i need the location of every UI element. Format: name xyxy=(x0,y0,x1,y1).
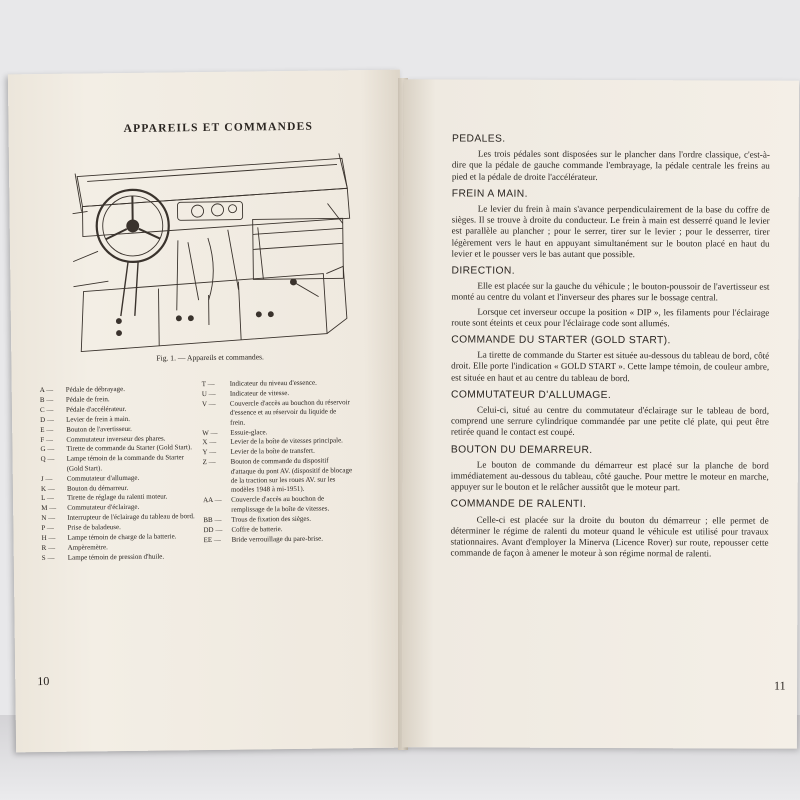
legend-key: E — xyxy=(40,425,54,434)
page-number-right: 11 xyxy=(774,678,786,693)
legend-key: BB — xyxy=(203,515,222,524)
legend-text: Tirette de commande du Starter (Gold Start). xyxy=(66,443,193,454)
right-page-text xyxy=(450,127,770,563)
legend-text: Indicateur du niveau d'essence. xyxy=(229,378,317,388)
section-paragraph: La tirette de commande du Starter est située au-dessous du tableau de bord, côté droit. Elle porte l'indication « GOLD START ». Cette lampe témoin, de couleur ambre, est située en haut et au centre du tableau de bord. xyxy=(451,349,770,383)
legend-text: Commutateur d'éclairage. xyxy=(67,503,140,513)
legend-text: Couvercle d'accès au bouchon de remplissage de la boîte de vitesses. xyxy=(231,494,330,514)
legend-text: Levier de la boîte de transfert. xyxy=(230,447,315,457)
legend-text: Interrupteur de l'éclairage du tableau de bord. xyxy=(67,512,195,523)
legend-key: DD — xyxy=(203,525,223,534)
legend-row xyxy=(204,534,354,545)
legend-key: K — xyxy=(40,484,55,493)
legend-text: Pédale de débrayage. xyxy=(65,385,126,394)
legend-key: Y — xyxy=(202,448,217,457)
legend-text: Bouton du démarreur. xyxy=(66,483,129,493)
legend-text: Levier de la boîte de vitesses principale. xyxy=(230,436,343,447)
section-heading: DIRECTION. xyxy=(451,265,516,277)
legend-text: Coffre de batterie. xyxy=(231,524,283,534)
legend-key: D — xyxy=(40,415,54,424)
legend-left xyxy=(40,384,197,564)
legend-text: Lampe témoin de pression d'huile. xyxy=(67,552,165,562)
legend-key: S — xyxy=(41,553,55,562)
legend-key: A — xyxy=(39,385,54,395)
legend-row xyxy=(203,495,353,516)
left-page xyxy=(8,70,408,753)
legend-text: Tirette de réglage du ralenti moteur. xyxy=(67,492,168,503)
page-title: APPAREILS ET COMMANDES xyxy=(123,120,314,136)
section-heading: COMMANDE DE RALENTI. xyxy=(450,498,587,511)
legend-row xyxy=(203,456,353,495)
legend-key: J — xyxy=(40,474,53,483)
legend-key: EE — xyxy=(203,535,221,544)
legend-text: Bride verrouillage du pare-brise. xyxy=(231,534,323,544)
legend-row xyxy=(41,453,196,474)
legend-text: Commutateur inverseur des phares. xyxy=(66,434,166,444)
legend-key: V — xyxy=(201,399,216,408)
legend-key: G — xyxy=(40,445,55,454)
section-heading: PEDALES. xyxy=(451,133,506,145)
legend-key: L — xyxy=(41,494,54,503)
legend-key: C — xyxy=(39,405,54,414)
legend-key: F — xyxy=(40,435,54,444)
figure-caption: Fig. 1. — Appareils et commandes. xyxy=(156,352,264,363)
section-paragraph: Elle est placée sur la gauche du véhicule ; le bouton-poussoir de l'avertisseur est monté au centre du volant et l'inverseur des phares sur le bossage central. xyxy=(451,280,770,303)
legend-text: Pédale de frein. xyxy=(65,395,110,404)
legend-text: Lampe témoin de la commande du Starter (Gold Start). xyxy=(66,453,185,473)
legend-row xyxy=(202,398,352,428)
section-paragraph: Celui-ci, situé au centre du commutateur d'éclairage sur le tableau de bord, comprend une serrure cylindrique commandée par une petite clé plate, qui peut être retirée quand le contact est coupé. xyxy=(450,404,770,438)
legend-key: P — xyxy=(41,524,54,533)
legend-key: R — xyxy=(41,543,56,553)
legend-key: H — xyxy=(41,533,56,543)
legend-key: M — xyxy=(41,504,57,513)
legend-text: Commutateur d'allumage. xyxy=(66,473,140,483)
legend-key: Q — xyxy=(40,455,55,464)
section-heading: BOUTON DU DEMARREUR. xyxy=(450,444,593,456)
legend-text: Pédale d'accélérateur. xyxy=(65,404,127,414)
legend-right xyxy=(202,378,354,545)
legend-key: X — xyxy=(202,438,217,447)
legend-key: AA — xyxy=(203,496,222,505)
legend-text: Couvercle d'accès au bouchon du réservoir d'essence et au réservoir du liquide de frein. xyxy=(229,398,350,427)
legend-text: Levier de frein à main. xyxy=(66,414,131,424)
legend-row xyxy=(42,552,197,563)
legend-text: Lampe témoin de charge de la batterie. xyxy=(67,532,177,542)
legend-key: T — xyxy=(201,379,215,389)
legend-text: Prise de baladeuse. xyxy=(67,523,121,532)
legend-key: N — xyxy=(41,514,56,523)
legend-text: Ampèremètre. xyxy=(67,543,108,552)
section-paragraph: Lorsque cet inverseur occupe la position « DIP », les filaments pour l'éclairage route sont éteints et ceux pour l'éclairage code sont allumés. xyxy=(451,306,770,329)
legend-text: Essuie-glace. xyxy=(230,427,268,437)
section-heading: FREIN A MAIN. xyxy=(451,188,528,200)
section-paragraph: Les trois pédales sont disposées sur le plancher dans l'ordre classique, c'est-à-dire que la pédale de gauche commande l'embrayage, la pédale centrale les freins au pied et la pédale de droite l'accélérateur. xyxy=(451,148,770,182)
section-paragraph: Celle-ci est placée sur la droite du bouton du démarreur ; elle permet de déterminer le régime de ralenti du moteur quand le véhicule est utilisé pour travaux stationnaires. Avant d'employer la Minerva (Licence Rover) sur route, repousser cette commande de façon à amener le moteur à son régime normal de ralenti. xyxy=(450,514,769,559)
legend-text: Bouton de l'avertisseur. xyxy=(66,424,132,434)
right-page xyxy=(402,79,799,748)
dashboard-drawing xyxy=(57,148,359,357)
legend-key: B — xyxy=(39,395,54,404)
section-heading: COMMANDE DU STARTER (GOLD START). xyxy=(451,334,671,347)
legend-key: U — xyxy=(201,389,216,398)
legend-text: Bouton de commande du dispositif d'attaque du pont AV. (dispositif de blocage de la traction sur les roues AV. sur les modèles 1948 à mi-1951). xyxy=(230,456,353,495)
section-paragraph: Le levier du frein à main s'avance perpendiculairement de la base du coffre de sièges. Il se trouve à droite du conducteur. Le frein à main est desserré quand le levier est parallèle au plancher ; pour le serrer, tirer sur le levier ; pour le desserrer, tirer légèrement vers le haut en appuyant simultanément sur le bouton placé en haut du levier et le pousser vers le bas autant que possible. xyxy=(451,203,770,259)
section-paragraph: Le bouton de commande du démarreur est placé sur la planche de bord immédiatement au-dessous du tableau, côté gauche. Pour mettre le moteur en marche, appuyer sur le bouton et le relâcher aussitôt que le moteur part. xyxy=(450,459,769,493)
legend-text: Trous de fixation des sièges. xyxy=(231,514,312,524)
legend-key: Z — xyxy=(202,458,216,467)
legend-key: W — xyxy=(202,428,218,437)
page-number-left: 10 xyxy=(37,673,50,689)
legend-text: Indicateur de vitesse. xyxy=(229,388,290,398)
section-heading: COMMUTATEUR D'ALLUMAGE. xyxy=(451,389,612,401)
